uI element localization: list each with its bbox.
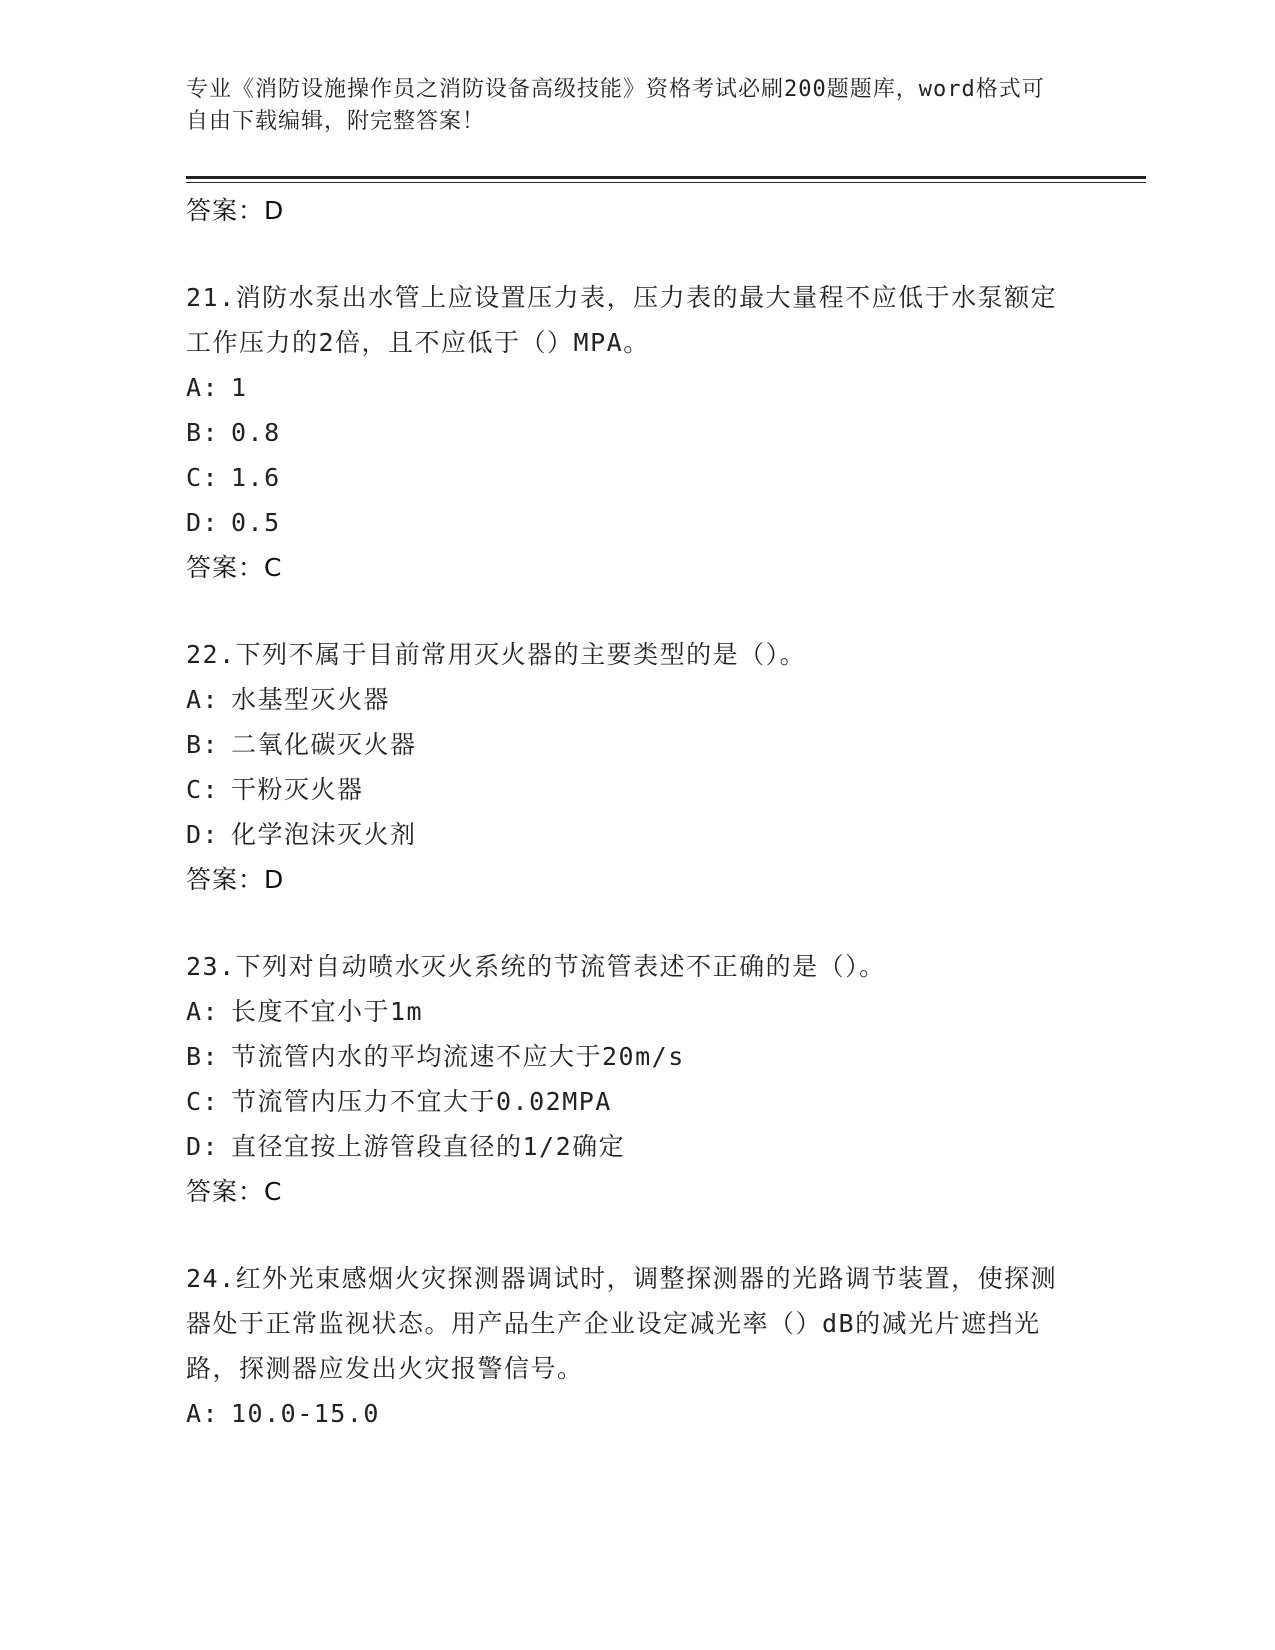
option-text: 长度不宜小于1m [231,997,424,1026]
option-key: B: [186,418,220,447]
option-c [186,767,1076,812]
option-text: 10.0-15.0 [231,1399,380,1428]
question-block [186,1256,1076,1436]
answer-line: 答案：C [186,1177,283,1206]
option-a [186,365,1076,410]
option-text: 0.8 [231,418,281,447]
document-header: 专业《消防设施操作员之消防设备高级技能》资格考试必刷200题题库，word格式可自由下载编辑，附完整答案！ [186,77,1045,134]
option-b [186,1034,1076,1079]
question-block [186,632,1076,902]
option-key: C: [186,775,220,804]
option-key: A: [186,1399,220,1428]
option-text: 0.5 [231,508,281,537]
option-d [186,500,1076,545]
spacer [186,1214,1076,1256]
option-text: 节流管内压力不宜大于0.02MPA [231,1087,612,1116]
answer-line: 答案：D [186,865,285,894]
question-text: 24.红外光束感烟火灾探测器调试时，调整探测器的光路调节装置，使探测器处于正常监视状态。用产品生产企业设定减光率（）dB的减光片遮挡光路，探测器应发出火灾报警信号。 [186,1264,1058,1383]
option-d [186,812,1076,857]
option-key: A: [186,685,220,714]
option-text: 1.6 [231,463,281,492]
answer-line: 答案：C [186,553,283,582]
option-text: 直径宜按上游管段直径的1/2确定 [231,1132,626,1161]
option-key: C: [186,463,220,492]
option-key: D: [186,820,220,849]
option-text: 二氧化碳灭火器 [231,730,417,759]
spacer [186,233,1076,275]
previous-answer: 答案：D [186,196,285,225]
option-a [186,1391,1076,1436]
option-text: 节流管内水的平均流速不应大于20m/s [231,1042,685,1071]
option-c [186,455,1076,500]
spacer [186,590,1076,632]
option-text: 水基型灭火器 [231,685,391,714]
question-text: 21.消防水泵出水管上应设置压力表，压力表的最大量程不应低于水泵额定工作压力的2倍，且不应低于（）MPA。 [186,283,1058,357]
option-key: B: [186,730,220,759]
option-key: C: [186,1087,220,1116]
option-c [186,1079,1076,1124]
option-key: A: [186,997,220,1026]
option-b [186,722,1076,767]
option-text: 干粉灭火器 [231,775,364,804]
option-a [186,989,1076,1034]
option-d [186,1124,1076,1169]
question-text: 22.下列不属于目前常用灭火器的主要类型的是（）。 [186,640,807,669]
question-block [186,944,1076,1214]
header-rule-thin [186,182,1146,183]
question-block [186,275,1076,590]
option-text: 1 [231,373,248,402]
option-key: B: [186,1042,220,1071]
question-list [186,188,1076,1436]
option-key: D: [186,508,220,537]
option-key: D: [186,1132,220,1161]
option-b [186,410,1076,455]
option-text: 化学泡沫灭火剂 [231,820,417,849]
spacer [186,902,1076,944]
header-rule-thick [186,176,1146,179]
option-a [186,677,1076,722]
question-text: 23.下列对自动喷水灭火系统的节流管表述不正确的是（）。 [186,952,886,981]
option-key: A: [186,373,220,402]
